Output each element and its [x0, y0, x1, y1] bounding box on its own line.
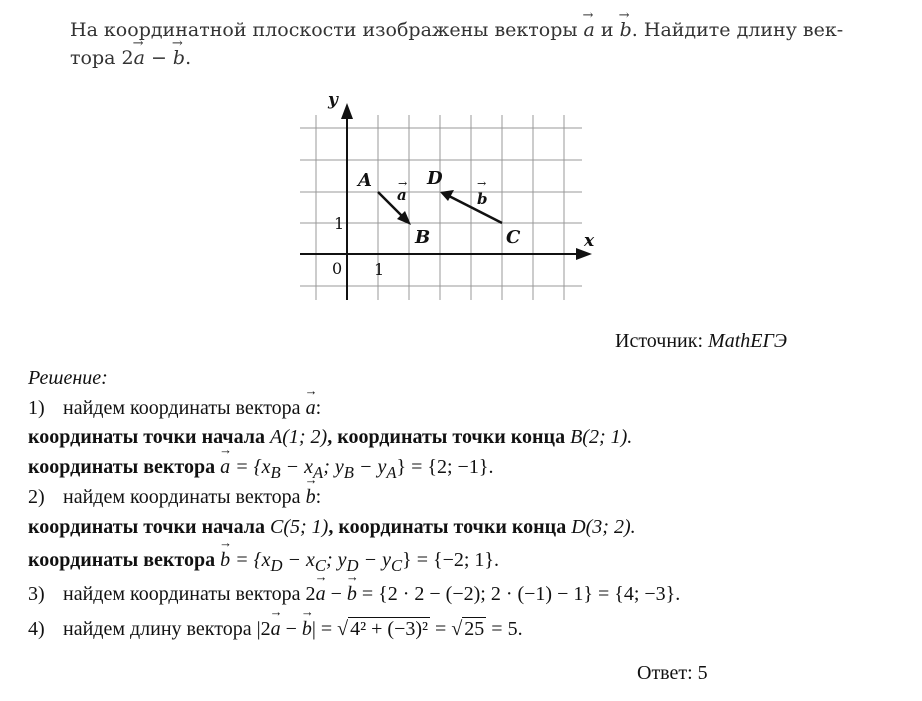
step-number: 1) — [28, 397, 45, 419]
formula-result: = 5. — [486, 618, 523, 640]
formula: ; y — [326, 549, 347, 571]
formula: B — [270, 463, 281, 482]
vector-b-label-arrow: → — [477, 177, 487, 190]
solution-step-3 — [28, 583, 680, 606]
problem-text: и — [594, 19, 620, 41]
sqrt-sign: √ — [451, 618, 463, 640]
formula: = — [315, 618, 338, 640]
formula: A — [386, 463, 397, 482]
formula: = {2 · 2 − (−2); 2 · (−1) − 1} = {4; −3}. — [356, 583, 681, 605]
problem-statement — [70, 16, 850, 72]
step-text: найдем координаты вектора 2 — [63, 583, 316, 605]
point-d-label: D — [427, 168, 443, 189]
solution-step-4 — [28, 618, 523, 641]
vector-b-symbol: → b — [302, 618, 312, 641]
point-c-label: C — [506, 227, 521, 248]
vector-b-symbol: → b — [173, 44, 185, 72]
bold-text: координаты точки начала — [28, 426, 270, 448]
x-axis-label: x — [584, 231, 595, 251]
vector-a-label-arrow: → — [398, 177, 408, 190]
vector-a-label: a — [397, 186, 407, 204]
vector-b-label: b — [477, 190, 488, 208]
step-text: : — [315, 397, 322, 419]
formula: D — [346, 556, 359, 575]
formula-result: = {2; −1}. — [406, 456, 494, 478]
solution-line-2 — [28, 426, 632, 449]
formula: = — [430, 618, 452, 640]
bold-text: координаты вектора — [28, 456, 221, 478]
solution-line-5 — [28, 516, 636, 539]
problem-text: На координатной плоскости изображены векторы — [70, 19, 584, 41]
vector-b-symbol: → b — [347, 583, 357, 606]
solution-step-2 — [28, 486, 321, 509]
formula: = {x — [230, 549, 271, 571]
coordinate-plane-figure — [290, 88, 610, 310]
step-number: 2) — [28, 486, 45, 508]
vector-a-symbol: → a — [134, 44, 145, 72]
sqrt-content: 4² + (−3)² — [350, 618, 429, 640]
vector-b-symbol: → b — [220, 549, 230, 572]
formula: C — [314, 556, 326, 575]
formula: − x — [282, 549, 315, 571]
step-text: : — [315, 486, 322, 508]
formula: C — [390, 556, 403, 575]
formula: | — [311, 618, 316, 640]
source-citation — [615, 330, 787, 353]
bold-text: , координаты точки конца — [327, 426, 571, 448]
sqrt-sign: √ — [337, 618, 349, 640]
source-label: Источник: — [615, 330, 709, 352]
point-a-label: A — [358, 170, 372, 191]
formula: } — [402, 549, 412, 571]
vector-b-arrow — [447, 195, 502, 223]
formula-result: = {−2; 1}. — [411, 549, 500, 571]
step-text: найдем длину вектора — [63, 618, 257, 640]
solution-step-1 — [28, 397, 321, 420]
step-text: найдем координаты вектора — [63, 486, 306, 508]
formula: − y — [353, 456, 387, 478]
solution-heading: Решение: — [28, 367, 108, 389]
bold-text: координаты вектора — [28, 549, 221, 571]
vector-b-symbol: → b — [306, 486, 316, 509]
problem-text: тора 2 — [70, 47, 134, 69]
problem-text: − — [144, 47, 173, 69]
formula: B — [343, 463, 354, 482]
point-b-label: B — [415, 227, 431, 248]
formula: − — [280, 618, 302, 640]
step-number: 3) — [28, 583, 45, 605]
step-number: 4) — [28, 618, 45, 640]
grid-lines — [300, 115, 582, 300]
formula: = {x — [230, 456, 271, 478]
point-coords: C(5; 1) — [269, 516, 329, 538]
formula: − x — [280, 456, 314, 478]
problem-text: . Найдите длину век- — [631, 19, 844, 41]
formula: − y — [358, 549, 391, 571]
vector-a-symbol: → a — [271, 618, 281, 641]
formula: D — [270, 556, 283, 575]
origin-label: 0 — [332, 259, 343, 278]
sqrt-content: 25 — [464, 618, 485, 640]
y-axis-arrow — [341, 103, 353, 119]
bold-text: , координаты точки конца — [328, 516, 572, 538]
vector-a-symbol: → a — [584, 16, 595, 44]
formula: } — [396, 456, 407, 478]
point-coords: B(2; 1). — [570, 426, 633, 448]
x-tick-label: 1 — [374, 260, 385, 279]
step-text: найдем координаты вектора — [63, 397, 306, 419]
vector-b-symbol: → b — [620, 16, 632, 44]
source-ref: MathЕГЭ — [708, 330, 787, 352]
vector-a-symbol: → a — [316, 583, 326, 606]
point-coords: D(3; 2). — [571, 516, 636, 538]
point-coords: A(1; 2) — [269, 426, 328, 448]
coordinate-grid — [290, 88, 610, 310]
solution-line-6 — [28, 549, 499, 576]
formula: A — [313, 463, 324, 482]
formula: |2 — [256, 618, 271, 640]
vector-a-symbol: → a — [220, 456, 230, 479]
step-text: − — [325, 583, 347, 605]
y-tick-label: 1 — [334, 214, 345, 233]
formula: ; y — [323, 456, 344, 478]
vector-a-symbol: → a — [306, 397, 316, 420]
problem-text: . — [185, 47, 192, 69]
bold-text: координаты точки начала — [28, 516, 270, 538]
y-axis-label: y — [328, 90, 338, 110]
solution-line-3 — [28, 456, 493, 483]
answer: Ответ: 5 — [637, 662, 708, 684]
